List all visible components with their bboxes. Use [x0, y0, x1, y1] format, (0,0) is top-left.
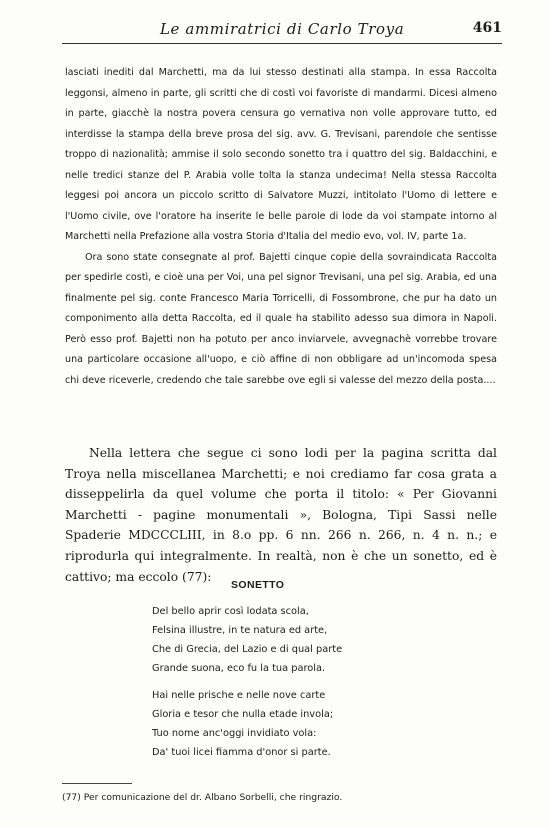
page-number: 461	[472, 20, 502, 36]
body-paragraph: Nella lettera che segue ci sono lodi per la pagina scritta dal Troya nella miscellanea Marchetti; e noi crediamo far cosa grata a disseppelirla da quel volume che porta il titolo: « Per Giovanni Marchetti - pagine monumentali », Bologna, Tipi Sassi nelle Spaderie MDCCCLIII, in 8.o pp. 6 nn. 266 n. 266, n. 4 n. n.; e riprodurla qui integralmente. In realtà, non è che un sonetto, ed è cattivo; ma eccolo (77):	[65, 446, 497, 584]
quote-paragraph: Ora sono state consegnate al prof. Bajetti cinque copie della sovraindicata Raccolta per spedirle costì, e cioè una per Voi, una pel signor Trevisani, una pel sig. Arabia, ed una finalmente pel sig. conte Francesco Maria Torricelli, di Fossombrone, che pur ha dato un componimento alla detta Raccolta, ed il quale ha stabilito adesso sua dimora in Napoli. Però esso prof. Bajetti non ha potuto per anco inviarvele, avvegnachè vorrebbe trovare una particolare occasione all'uopo, e ciò affine di non obbligare ad un'incomoda spesa chi deve riceverle, credendo che tale sarebbe ove egli si valesse del mezzo della posta....	[65, 251, 497, 386]
verse-line: Felsina illustre, in te natura ed arte,	[152, 625, 328, 636]
quoted-letter	[65, 63, 497, 391]
sonnet-stanza-2	[152, 686, 452, 762]
footnote: (77) Per comunicazione del dr. Albano Sorbelli, che ringrazio.	[62, 792, 343, 803]
running-title: Le ammiratrici di Carlo Troya	[160, 20, 405, 38]
verse-line: Tuo nome anc'oggi invidiato vola:	[152, 728, 317, 739]
verse-line: Gloria e tesor che nulla etade invola;	[152, 709, 334, 720]
quote-paragraph: lasciati inediti dal Marchetti, ma da lui stesso destinati alla stampa. In essa Raccolta leggonsi, almeno in parte, gli scritti che di costì voi favoriste di mandarmi. Dicesi almeno in parte, giacchè la nostra povera censura go vernativa non volle approvare tutto, ed interdisse la stampa della breve prosa del sig. avv. G. Trevisani, parendole che sentisse troppo di nazionalità; ammise il solo secondo sonetto tra i quattro del sig. Baldacchini, e nelle tredici stanze del P. Arabia volle tolta la stanza undecima! Nella stessa Raccolta leggesi poi ancora un piccolo scritto di Salvatore Muzzi, intitolato l'Uomo di lettere e l'Uomo civile, ove l'oratore ha inserite le belle parole di lode da voi stampate intorno al Marchetti nella Prefazione alla vostra Storia d'Italia del medio evo, vol. IV, parte 1a.	[65, 67, 497, 242]
header-rule	[62, 43, 502, 44]
verse-line: Da' tuoi licei fiamma d'onor si parte.	[152, 747, 331, 758]
verse-line: Che di Grecia, del Lazio e di qual parte	[152, 644, 343, 655]
body-text	[65, 443, 497, 587]
verse-line: Grande suona, eco fu la tua parola.	[152, 663, 326, 674]
sonnet-stanza-1	[152, 602, 452, 678]
page-header	[62, 18, 502, 42]
footnote-rule	[62, 783, 132, 784]
sonnet-title: SONETTO	[231, 579, 285, 591]
verse-line: Hai nelle prische e nelle nove carte	[152, 690, 326, 701]
verse-line: Del bello aprir così lodata scola,	[152, 606, 309, 617]
